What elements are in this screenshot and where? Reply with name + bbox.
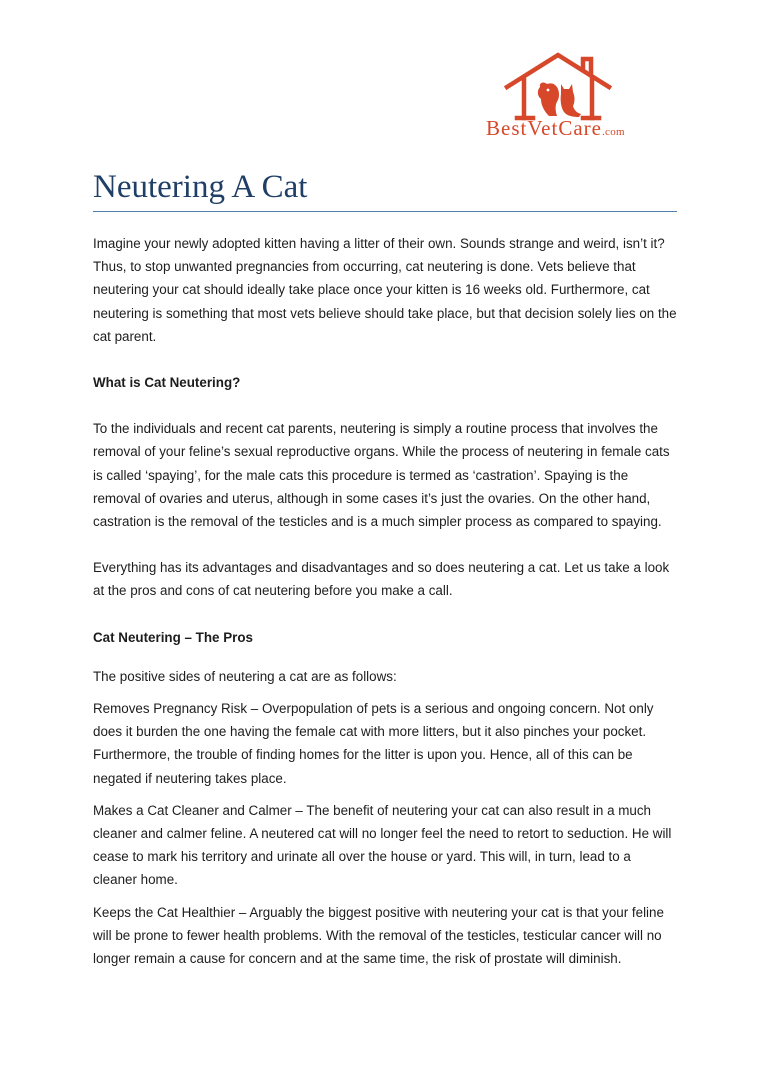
title-divider [93,211,677,212]
brand-name: BestVetCare [486,116,602,140]
document-body [93,232,677,970]
house-pet-icon [503,50,613,122]
section-heading-what-is-neutering: What is Cat Neutering? [93,375,241,391]
intro-paragraph: Imagine your newly adopted kitten having a litter of their own. Sounds strange and weird, isn’t it? Thus, to stop unwanted pregnancies from occurring, cat neutering is done. Vets believe that neutering your cat should ideally take place once your kitten is 16 weeks old. Furthermore, cat neutering is something that most vets believe should take place, but that decision solely lies on the cat parent. [93,236,677,344]
brand-wordmark [486,116,625,141]
brand-logo [480,50,680,145]
section-heading-pros: Cat Neutering – The Pros [93,629,253,645]
pros-item: Keeps the Cat Healthier – Arguably the biggest positive with neutering your cat is that your feline will be prone to fewer health problems. With the removal of the testicles, testicular cancer will no longer remain a cause for concern and at the same time, the risk of prostate will diminish. [93,904,664,967]
brand-domain: .com [601,126,625,138]
pros-lead-paragraph: The positive sides of neutering a cat are as follows: [93,668,397,684]
pros-item: Makes a Cat Cleaner and Calmer – The benefit of neutering your cat can also result in a much cleaner and calmer feline. A neutered cat will no longer feel the need to retort to seduction. He will cease to mark his territory and urinate all over the house or yard. This will, in turn, lead to a cleaner home. [93,802,672,888]
section1-paragraph: Everything has its advantages and disadvantages and so does neutering a cat. Let us take a look at the pros and cons of cat neutering before you make a call. [93,560,670,599]
section1-paragraph: To the individuals and recent cat parents, neutering is simply a routine process that involves the removal of your feline’s sexual reproductive organs. While the process of neutering in female cats is called ‘spaying’, for the male cats this procedure is termed as ‘castration’. Spaying is the removal of ovaries and uterus, although in some cases it’s just the ovaries. On the other hand, castration is the removal of the testicles and is a much simpler process as compared to spaying. [93,421,670,530]
pros-item: Removes Pregnancy Risk – Overpopulation of pets is a serious and ongoing concern. Not only does it burden the one having the female cat with more litters, but it also pinches your pocket. Furthermore, the trouble of finding homes for the litter is upon you. Hence, all of this can be negated if neutering takes place. [93,701,654,786]
document-title: Neutering A Cat [93,169,308,205]
